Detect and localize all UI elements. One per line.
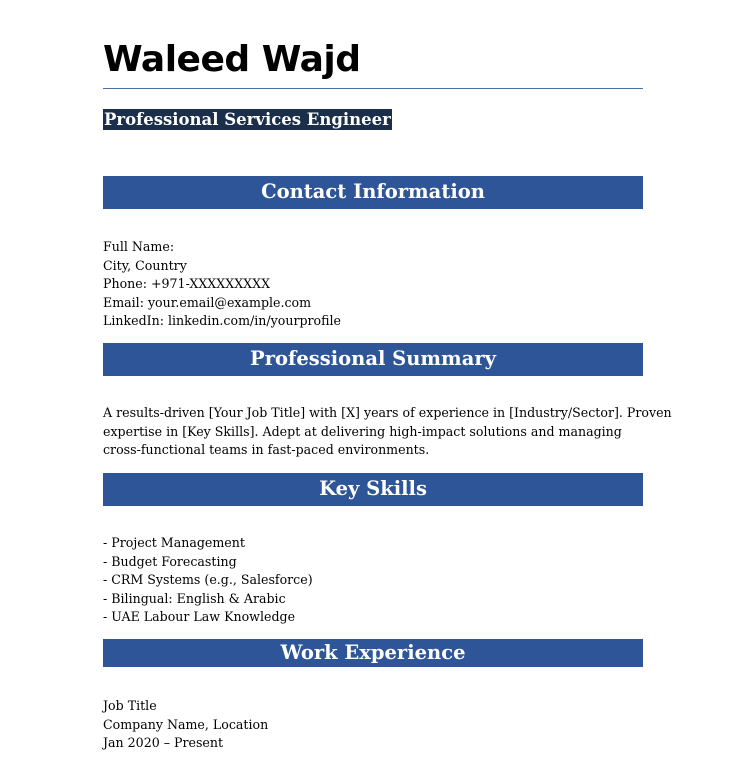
contact-block	[103, 238, 643, 331]
summary-line: expertise in [Key Skills]. Adept at delivering high-impact solutions and managing	[103, 423, 622, 439]
contact-city: City, Country	[103, 257, 187, 273]
skill-item: - Project Management	[103, 535, 245, 550]
experience-heading: Work Experience	[103, 639, 643, 667]
contact-heading: Contact Information	[103, 176, 643, 209]
name-divider	[103, 88, 643, 89]
candidate-name: Waleed Wajd	[103, 39, 361, 80]
summary-line: A results-driven [Your Job Title] with [X] years of experience in [Industry/Sector]. Proven	[103, 405, 672, 420]
experience-dates: Jan 2020 – Present	[103, 735, 224, 750]
experience-block	[103, 697, 643, 753]
contact-email: Email: your.email@example.com	[103, 294, 312, 310]
skill-item: - UAE Labour Law Knowledge	[103, 609, 296, 624]
summary-block	[103, 404, 672, 460]
contact-linkedin: LinkedIn: linkedin.com/in/yourprofile	[103, 313, 342, 328]
contact-full-name: Full Name:	[103, 239, 175, 254]
experience-job-title: Job Title	[103, 698, 157, 713]
experience-company: Company Name, Location	[103, 716, 269, 732]
summary-heading: Professional Summary	[103, 343, 643, 376]
summary-line: cross-functional teams in fast-paced environments.	[103, 442, 430, 457]
skill-item: - Budget Forecasting	[103, 553, 237, 569]
contact-phone: Phone: +971-XXXXXXXXX	[103, 276, 271, 291]
skills-heading: Key Skills	[103, 473, 643, 506]
skill-item: - CRM Systems (e.g., Salesforce)	[103, 572, 313, 587]
job-title: Professional Services Engineer	[104, 110, 391, 129]
skill-item: - Bilingual: English & Arabic	[103, 590, 286, 606]
skills-list	[103, 534, 643, 627]
